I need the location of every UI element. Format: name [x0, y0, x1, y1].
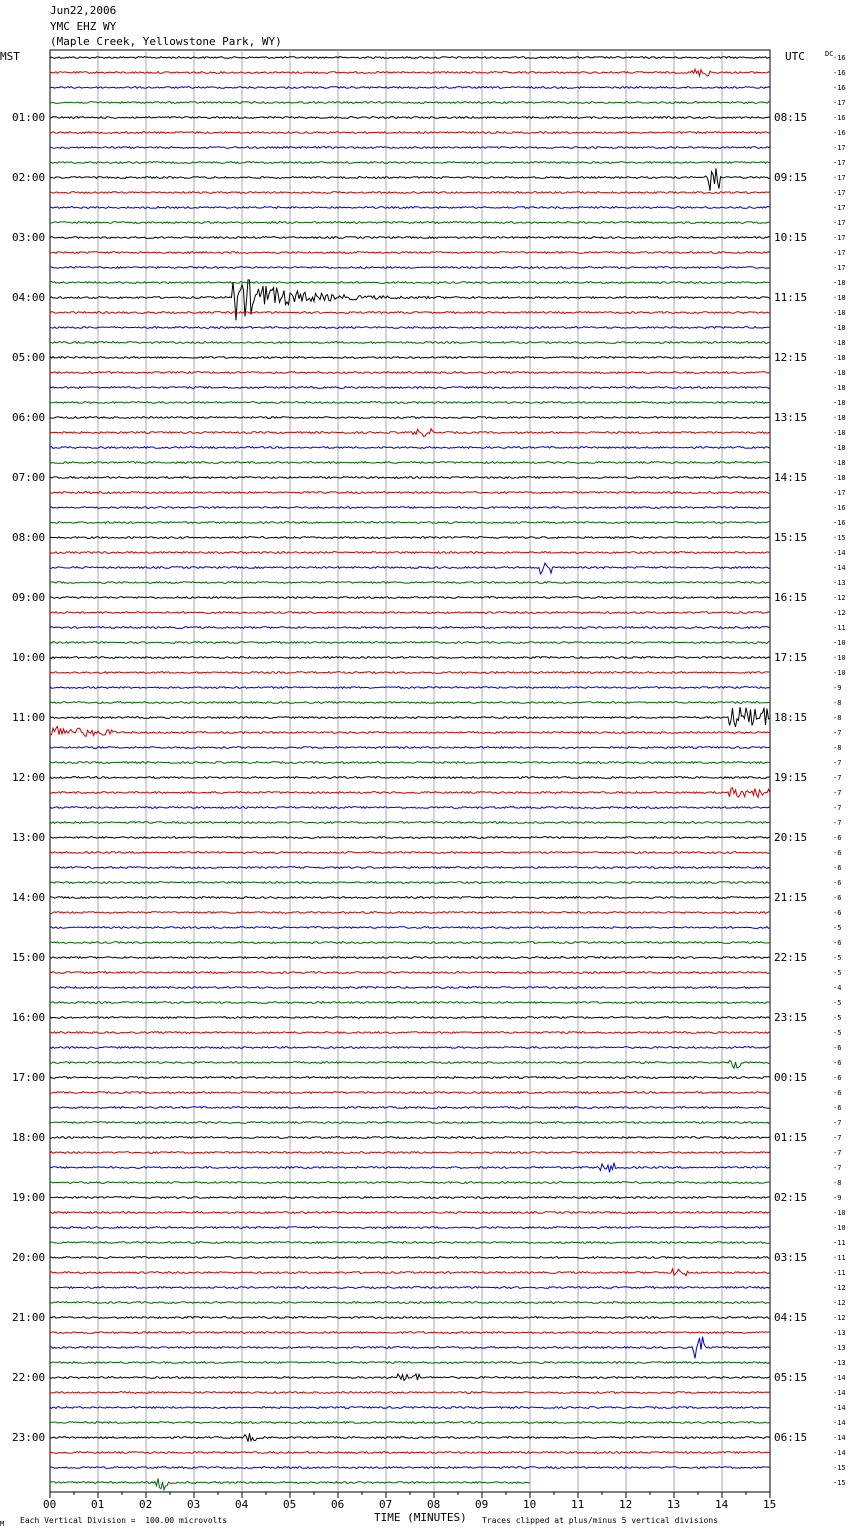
dc-offset-label: -10	[833, 638, 846, 647]
dc-offset-label: -17	[833, 188, 846, 197]
seismic-trace	[50, 1197, 770, 1199]
seismic-trace	[50, 807, 770, 809]
dc-offset-label: -17	[833, 488, 846, 497]
seismic-trace	[50, 312, 770, 314]
dc-offset-label: -9	[833, 683, 842, 692]
seismic-trace	[50, 327, 770, 329]
dc-offset-label: -13	[833, 1358, 846, 1367]
x-tick-label: 15	[763, 1498, 777, 1511]
seismic-trace	[50, 1092, 770, 1094]
dc-offset-label: -6	[833, 878, 842, 887]
seismic-trace	[50, 1422, 770, 1424]
dc-offset-label: -18	[833, 473, 846, 482]
seismic-trace	[50, 1032, 770, 1034]
dc-offset-label: -16	[833, 518, 846, 527]
seismic-trace	[50, 1077, 770, 1079]
utc-hour-label: 16:15	[774, 590, 808, 604]
mst-hour-label: 23:00	[12, 1430, 46, 1444]
x-tick-label: 01	[91, 1498, 105, 1511]
dc-offset-label: -12	[833, 1298, 846, 1307]
dc-offset-label: -16	[833, 68, 846, 77]
dc-offset-label: -10	[833, 668, 846, 677]
dc-offset-label: -6	[833, 1043, 842, 1052]
seismic-trace	[50, 1182, 770, 1184]
seismic-trace	[50, 402, 770, 404]
dc-offset-label: -7	[833, 773, 842, 782]
mst-hour-label: 11:00	[12, 710, 46, 724]
record-date: Jun22,2006	[50, 4, 117, 17]
mst-hour-label: 20:00	[12, 1250, 46, 1264]
seismic-trace	[50, 1227, 770, 1229]
dc-offset-label: -14	[833, 1418, 846, 1427]
seismic-trace	[50, 1407, 770, 1409]
x-axis-title: TIME (MINUTES)	[374, 1511, 467, 1524]
station-location: (Maple Creek, Yellowstone Park, WY)	[50, 35, 282, 48]
dc-offset-label: -5	[833, 953, 842, 962]
dc-offset-label: -8	[833, 1178, 842, 1187]
dc-offset-label: -18	[833, 428, 846, 437]
seismic-trace	[50, 882, 770, 884]
dc-offset-label: -13	[833, 1328, 846, 1337]
mst-hour-label: 09:00	[12, 590, 46, 604]
mst-hour-label: 17:00	[12, 1070, 46, 1084]
utc-hour-label: 23:15	[774, 1010, 808, 1024]
dc-offset-label: -6	[833, 908, 842, 917]
mst-hour-label: 21:00	[12, 1310, 46, 1324]
utc-hour-label: 20:15	[774, 830, 808, 844]
dc-offset-label: -18	[833, 383, 846, 392]
seismic-trace	[50, 563, 770, 574]
seismic-trace	[50, 912, 770, 914]
seismic-trace	[50, 252, 770, 254]
seismic-trace	[50, 372, 770, 374]
dc-offset-label: -7	[833, 728, 842, 737]
dc-offset-label: -18	[833, 458, 846, 467]
x-tick-label: 06	[331, 1498, 345, 1511]
mst-hour-label: 22:00	[12, 1370, 46, 1384]
dc-offset-label: -17	[833, 173, 846, 182]
seismic-trace	[50, 642, 770, 644]
seismic-trace	[50, 1392, 770, 1394]
seismic-trace	[50, 280, 770, 320]
dc-offset-label: -7	[833, 1133, 842, 1142]
mst-hour-label: 08:00	[12, 530, 46, 544]
seismic-trace	[50, 69, 770, 76]
dc-offset-label: -6	[833, 1088, 842, 1097]
seismic-trace	[50, 987, 770, 989]
seismic-trace	[50, 57, 770, 59]
seismic-trace	[50, 1362, 770, 1364]
seismic-trace	[50, 1163, 770, 1173]
seismic-trace	[50, 1374, 770, 1380]
dc-offset-label: -5	[833, 923, 842, 932]
dc-offset-label: -6	[833, 1073, 842, 1082]
dc-offset-label: -18	[833, 323, 846, 332]
utc-hour-label: 09:15	[774, 170, 808, 184]
seismic-trace	[50, 942, 770, 944]
utc-hour-label: 12:15	[774, 350, 808, 364]
seismic-trace	[50, 957, 770, 959]
dc-offset-label: -14	[833, 548, 846, 557]
utc-hour-label: 10:15	[774, 230, 808, 244]
utc-hour-label: 15:15	[774, 530, 808, 544]
seismic-trace	[50, 447, 770, 449]
seismic-trace	[50, 87, 770, 89]
utc-hour-label: 08:15	[774, 110, 808, 124]
seismic-trace	[50, 102, 770, 104]
seismic-trace	[50, 1332, 770, 1334]
seismic-trace	[50, 707, 770, 727]
seismic-trace	[50, 429, 770, 437]
seismic-trace	[50, 282, 770, 284]
seismic-trace	[50, 1047, 770, 1049]
seismic-trace	[50, 1433, 770, 1441]
dc-offset-label: -6	[833, 938, 842, 947]
dc-offset-label: -12	[833, 1313, 846, 1322]
dc-offset-label: -10	[833, 653, 846, 662]
station-code: YMC EHZ WY	[50, 20, 117, 33]
seismic-trace	[50, 1337, 770, 1359]
seismic-trace	[50, 387, 770, 389]
seismic-trace	[50, 192, 770, 194]
x-tick-label: 02	[139, 1498, 153, 1511]
dc-offset-label: -18	[833, 353, 846, 362]
dc-offset-label: -5	[833, 1028, 842, 1037]
seismic-trace	[50, 168, 770, 191]
utc-hour-label: 04:15	[774, 1310, 808, 1324]
dc-offset-label: -12	[833, 593, 846, 602]
dc-offset-label: -11	[833, 1268, 846, 1277]
seismic-trace	[50, 1002, 770, 1004]
utc-hour-label: 22:15	[774, 950, 808, 964]
corner-mark: M	[0, 1520, 5, 1528]
utc-hour-label: 13:15	[774, 410, 808, 424]
mst-hour-label: 02:00	[12, 170, 46, 184]
mst-hour-label: 15:00	[12, 950, 46, 964]
dc-offset-label: -5	[833, 968, 842, 977]
dc-offset-label: -7	[833, 1118, 842, 1127]
clip-note: Traces clipped at plus/minus 5 vertical divisions	[482, 1516, 719, 1525]
seismic-trace	[50, 522, 770, 524]
x-tick-label: 04	[235, 1498, 249, 1511]
seismic-trace	[50, 1137, 770, 1139]
seismic-trace	[50, 357, 770, 359]
seismic-trace	[50, 927, 770, 929]
seismic-trace	[50, 1467, 770, 1469]
mst-hour-label: 18:00	[12, 1130, 46, 1144]
mst-hour-label: 05:00	[12, 350, 46, 364]
seismic-trace	[50, 762, 770, 764]
utc-hour-label: 00:15	[774, 1070, 808, 1084]
dc-offset-label: -5	[833, 1013, 842, 1022]
dc-offset-label: -17	[833, 98, 846, 107]
dc-offset-label: -16	[833, 83, 846, 92]
x-tick-label: 05	[283, 1498, 297, 1511]
dc-offset-label: -13	[833, 578, 846, 587]
seismic-trace	[50, 1287, 770, 1289]
dc-offset-label: -17	[833, 143, 846, 152]
seismic-trace	[50, 477, 770, 479]
seismic-trace	[50, 117, 770, 119]
dc-offset-label: -7	[833, 1148, 842, 1157]
dc-offset-label: -18	[833, 293, 846, 302]
dc-offset-label: -16	[833, 503, 846, 512]
mst-hour-label: 01:00	[12, 110, 46, 124]
seismic-trace	[50, 1317, 770, 1319]
dc-offset-label: -18	[833, 278, 846, 287]
mst-hour-label: 19:00	[12, 1190, 46, 1204]
dc-offset-label: -11	[833, 1238, 846, 1247]
utc-hour-label: 05:15	[774, 1370, 808, 1384]
seismic-trace	[50, 788, 770, 798]
dc-offset-label: -10	[833, 1223, 846, 1232]
seismic-trace	[50, 507, 770, 509]
seismic-trace	[50, 492, 770, 494]
dc-offset-label: -18	[833, 443, 846, 452]
seismic-trace	[50, 897, 770, 899]
dc-offset-label: -12	[833, 1283, 846, 1292]
scale-note: Each Vertical Division = 100.00 microvolts	[20, 1516, 228, 1525]
seismic-trace	[50, 612, 770, 614]
seismic-trace	[50, 1017, 770, 1019]
seismic-trace	[50, 417, 770, 419]
seismic-trace	[50, 552, 770, 554]
dc-offset-label: -7	[833, 758, 842, 767]
seismic-trace	[50, 822, 770, 824]
seismic-trace	[50, 537, 770, 539]
mst-axis-label: MST	[0, 50, 20, 63]
seismic-trace	[50, 207, 770, 209]
dc-offset-label: -17	[833, 248, 846, 257]
dc-offset-label: -18	[833, 368, 846, 377]
dc-offset-label: -18	[833, 338, 846, 347]
dc-offset-label: -13	[833, 1343, 846, 1352]
dc-offset-label: -17	[833, 233, 846, 242]
dc-offset-label: -15	[833, 1478, 846, 1487]
dc-offset-label: -4	[833, 983, 842, 992]
seismic-trace	[50, 1212, 770, 1214]
x-tick-label: 11	[571, 1498, 585, 1511]
dc-offset-label: -18	[833, 413, 846, 422]
dc-offset-label: -15	[833, 533, 846, 542]
dc-offset-label: -14	[833, 1433, 846, 1442]
utc-hour-label: 19:15	[774, 770, 808, 784]
dc-offset-label: -8	[833, 743, 842, 752]
x-tick-label: 14	[715, 1498, 729, 1511]
dc-offset-label: -8	[833, 713, 842, 722]
seismic-trace	[50, 1302, 770, 1304]
dc-offset-label: -18	[833, 308, 846, 317]
dc-offset-label: -11	[833, 623, 846, 632]
mst-hour-label: 10:00	[12, 650, 46, 664]
seismic-trace	[50, 597, 770, 599]
dc-offset-label: -6	[833, 1058, 842, 1067]
seismic-trace	[50, 627, 770, 629]
seismic-trace	[50, 687, 770, 689]
utc-hour-label: 02:15	[774, 1190, 808, 1204]
seismic-trace	[50, 777, 770, 779]
utc-hour-label: 03:15	[774, 1250, 808, 1264]
dc-offset-label: -6	[833, 833, 842, 842]
dc-offset-label: -14	[833, 1403, 846, 1412]
dc-offset-label: -6	[833, 863, 842, 872]
seismic-trace	[50, 867, 770, 869]
dc-offset-label: -9	[833, 1193, 842, 1202]
mst-hour-label: 13:00	[12, 830, 46, 844]
x-tick-label: 09	[475, 1498, 489, 1511]
x-tick-label: 08	[427, 1498, 441, 1511]
dc-offset-label: -14	[833, 1388, 846, 1397]
seismic-trace	[50, 162, 770, 164]
dc-offset-label: -17	[833, 263, 846, 272]
dc-offset-label: -6	[833, 893, 842, 902]
utc-hour-label: 11:15	[774, 290, 808, 304]
seismic-trace	[50, 1242, 770, 1244]
dc-offset-label: -5	[833, 998, 842, 1007]
utc-hour-label: 21:15	[774, 890, 808, 904]
utc-hour-label: 06:15	[774, 1430, 808, 1444]
utc-hour-label: 17:15	[774, 650, 808, 664]
x-tick-label: 07	[379, 1498, 393, 1511]
dc-offset-label: -14	[833, 1448, 846, 1457]
x-tick-label: 13	[667, 1498, 681, 1511]
dc-offset-label: -14	[833, 563, 846, 572]
dc-offset-label: -7	[833, 1163, 842, 1172]
dc-offset-header: DC	[825, 50, 834, 58]
x-tick-label: 00	[43, 1498, 57, 1511]
seismic-trace	[50, 837, 770, 839]
seismic-trace	[50, 342, 770, 344]
seismic-trace	[50, 672, 770, 674]
dc-offset-label: -6	[833, 1103, 842, 1112]
seismic-trace	[50, 222, 770, 224]
dc-offset-label: -15	[833, 1463, 846, 1472]
dc-offset-label: -16	[833, 128, 846, 137]
seismic-trace	[50, 267, 770, 269]
seismic-trace	[50, 1152, 770, 1154]
seismic-trace	[50, 1122, 770, 1124]
dc-offset-label: -16	[833, 53, 846, 62]
mst-hour-label: 06:00	[12, 410, 46, 424]
mst-hour-label: 04:00	[12, 290, 46, 304]
dc-offset-label: -7	[833, 788, 842, 797]
dc-offset-label: -14	[833, 1373, 846, 1382]
seismic-trace	[50, 132, 770, 134]
dc-offset-label: -8	[833, 698, 842, 707]
seismic-trace	[50, 1107, 770, 1109]
utc-hour-label: 01:15	[774, 1130, 808, 1144]
x-tick-label: 03	[187, 1498, 201, 1511]
seismic-trace	[50, 1061, 770, 1069]
utc-axis-label: UTC	[785, 50, 805, 63]
utc-hour-label: 14:15	[774, 470, 808, 484]
mst-hour-label: 03:00	[12, 230, 46, 244]
mst-hour-label: 16:00	[12, 1010, 46, 1024]
dc-offset-label: -6	[833, 848, 842, 857]
dc-offset-label: -10	[833, 1208, 846, 1217]
seismic-trace	[50, 852, 770, 854]
dc-offset-label: -12	[833, 608, 846, 617]
dc-offset-label: -16	[833, 113, 846, 122]
dc-offset-label: -7	[833, 818, 842, 827]
dc-offset-label: -7	[833, 803, 842, 812]
dc-offset-label: -18	[833, 398, 846, 407]
seismic-trace	[50, 747, 770, 749]
seismic-trace	[50, 1257, 770, 1259]
dc-offset-label: -17	[833, 203, 846, 212]
mst-hour-label: 14:00	[12, 890, 46, 904]
x-tick-label: 10	[523, 1498, 537, 1511]
seismic-trace	[50, 582, 770, 584]
seismic-trace	[50, 237, 770, 239]
dc-offset-label: -11	[833, 1253, 846, 1262]
seismic-trace	[50, 462, 770, 464]
utc-hour-label: 18:15	[774, 710, 808, 724]
seismic-trace	[50, 1269, 770, 1276]
seismic-trace	[50, 726, 770, 736]
seismic-trace	[50, 702, 770, 704]
seismic-trace	[50, 1452, 770, 1454]
mst-hour-label: 12:00	[12, 770, 46, 784]
seismic-trace	[50, 657, 770, 659]
dc-offset-label: -17	[833, 218, 846, 227]
mst-hour-label: 07:00	[12, 470, 46, 484]
seismic-trace	[50, 972, 770, 974]
dc-offset-label: -17	[833, 158, 846, 167]
x-tick-label: 12	[619, 1498, 633, 1511]
seismic-trace	[50, 147, 770, 149]
